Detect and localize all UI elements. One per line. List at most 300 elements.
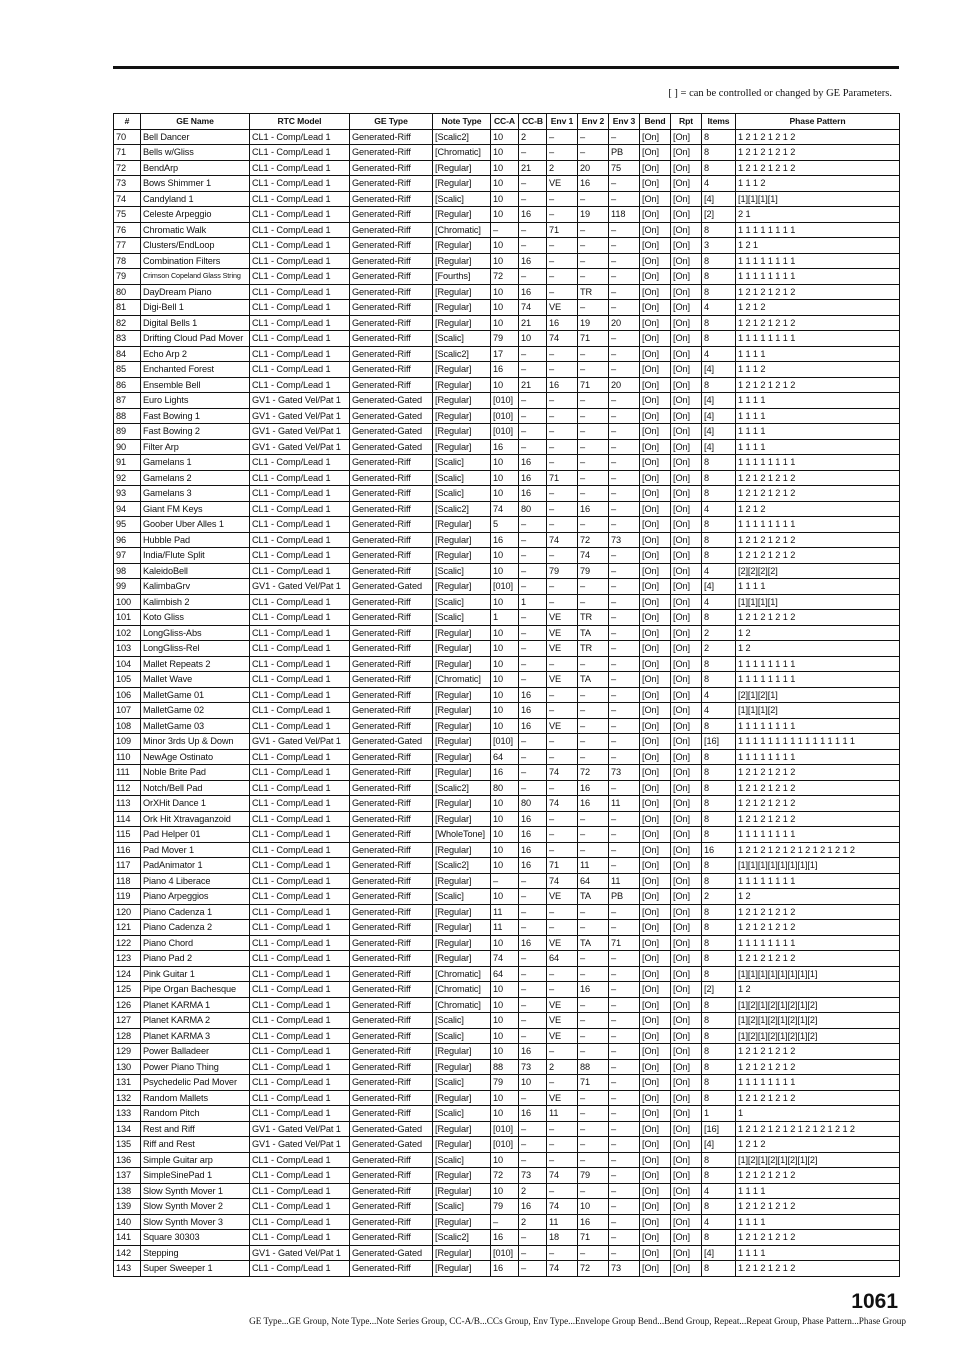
table-cell: – [609, 1028, 640, 1044]
table-row [114, 1261, 900, 1277]
table-cell: 74 [547, 532, 578, 548]
table-cell: – [547, 982, 578, 998]
table-cell: 10 [491, 796, 519, 812]
table-cell: – [578, 424, 609, 440]
table-cell: 105 [114, 672, 141, 688]
table-cell: CL1 - Comp/Lead 1 [250, 858, 350, 874]
table-cell: [Scalic2] [433, 129, 491, 145]
table-cell: – [519, 672, 547, 688]
table-cell: – [609, 362, 640, 378]
table-cell: Generated-Riff [350, 703, 433, 719]
table-cell: 11 [578, 858, 609, 874]
table-row [114, 1075, 900, 1091]
table-cell: 134 [114, 1121, 141, 1137]
table-cell: [Regular] [433, 749, 491, 765]
table-cell: [On] [640, 1152, 671, 1168]
table-cell: CL1 - Comp/Lead 1 [250, 842, 350, 858]
table-cell: MalletGame 02 [141, 703, 250, 719]
table-row [114, 377, 900, 393]
table-cell: CL1 - Comp/Lead 1 [250, 811, 350, 827]
table-cell: [On] [671, 1059, 702, 1075]
table-cell: [Regular] [433, 393, 491, 409]
table-cell: – [519, 424, 547, 440]
table-cell: GV1 - Gated Vel/Pat 1 [250, 1137, 350, 1153]
table-cell: – [609, 486, 640, 502]
table-cell: [On] [671, 1075, 702, 1091]
table-cell: Generated-Riff [350, 1168, 433, 1184]
table-cell: – [609, 253, 640, 269]
table-cell: 8 [702, 1044, 736, 1060]
table-cell: 125 [114, 982, 141, 998]
table-cell: 1 2 1 2 1 2 1 2 [736, 1168, 900, 1184]
table-cell: [2] [702, 982, 736, 998]
table-cell: Riff and Rest [141, 1137, 250, 1153]
table-row [114, 532, 900, 548]
table-cell: – [578, 842, 609, 858]
table-cell: 1 [736, 1106, 900, 1122]
table-cell: – [609, 858, 640, 874]
table-cell: [On] [640, 222, 671, 238]
table-cell: CL1 - Comp/Lead 1 [250, 827, 350, 843]
table-cell: – [578, 129, 609, 145]
table-cell: 139 [114, 1199, 141, 1215]
table-cell: 71 [578, 377, 609, 393]
table-cell: [On] [671, 904, 702, 920]
table-cell: – [578, 269, 609, 285]
table-cell: 64 [491, 966, 519, 982]
table-row [114, 780, 900, 796]
table-cell: 95 [114, 517, 141, 533]
table-cell: CL1 - Comp/Lead 1 [250, 920, 350, 936]
table-cell: – [547, 1137, 578, 1153]
table-cell: – [547, 842, 578, 858]
table-cell: – [578, 951, 609, 967]
table-cell: [Regular] [433, 811, 491, 827]
table-cell: 1 2 [736, 889, 900, 905]
table-cell: – [609, 269, 640, 285]
table-cell: [On] [671, 1214, 702, 1230]
table-cell: [On] [640, 1199, 671, 1215]
table-cell: – [519, 1013, 547, 1029]
table-cell: 8 [702, 718, 736, 734]
table-cell: 83 [114, 331, 141, 347]
table-cell: – [578, 734, 609, 750]
table-cell: 10 [491, 1028, 519, 1044]
table-cell: – [609, 1152, 640, 1168]
table-cell: – [578, 1013, 609, 1029]
table-cell: [010] [491, 408, 519, 424]
table-cell: [On] [640, 160, 671, 176]
table-cell: Generated-Riff [350, 269, 433, 285]
table-cell: Mallet Repeats 2 [141, 656, 250, 672]
table-cell: 1 2 [736, 641, 900, 657]
table-cell: CL1 - Comp/Lead 1 [250, 1090, 350, 1106]
table-cell: [Regular] [433, 160, 491, 176]
table-cell: 11 [609, 796, 640, 812]
table-cell: [Regular] [433, 377, 491, 393]
table-cell: 11 [491, 904, 519, 920]
table-cell: 71 [547, 470, 578, 486]
table-cell: [Regular] [433, 734, 491, 750]
table-cell: [On] [640, 625, 671, 641]
column-header: CC-A [491, 114, 519, 130]
table-cell: 131 [114, 1075, 141, 1091]
table-row [114, 1059, 900, 1075]
table-cell: – [609, 842, 640, 858]
table-cell: 16 [519, 935, 547, 951]
table-row [114, 579, 900, 595]
table-cell: [On] [640, 238, 671, 254]
table-cell: 93 [114, 486, 141, 502]
table-cell: 124 [114, 966, 141, 982]
table-cell: Gamelans 2 [141, 470, 250, 486]
table-cell: [On] [671, 718, 702, 734]
table-cell: CL1 - Comp/Lead 1 [250, 176, 350, 192]
table-cell: [On] [671, 408, 702, 424]
table-cell: – [609, 1199, 640, 1215]
table-cell: Generated-Riff [350, 811, 433, 827]
table-cell: Bells w/Gliss [141, 145, 250, 161]
table-cell: – [519, 563, 547, 579]
table-cell: [Regular] [433, 687, 491, 703]
table-cell: Digital Bells 1 [141, 315, 250, 331]
table-cell: 4 [702, 300, 736, 316]
table-cell: [On] [640, 1121, 671, 1137]
table-cell: 16 [519, 284, 547, 300]
table-cell: 8 [702, 1059, 736, 1075]
table-cell: – [578, 238, 609, 254]
table-cell: – [519, 734, 547, 750]
table-row [114, 129, 900, 145]
table-cell: 8 [702, 656, 736, 672]
table-cell: Generated-Riff [350, 284, 433, 300]
table-cell: 1 1 1 1 [736, 439, 900, 455]
table-cell: [Chromatic] [433, 997, 491, 1013]
table-cell: – [578, 920, 609, 936]
table-cell: [2][2][2][2] [736, 563, 900, 579]
table-cell: 10 [578, 1199, 609, 1215]
table-cell: 3 [702, 238, 736, 254]
table-cell: 8 [702, 470, 736, 486]
table-cell: 128 [114, 1028, 141, 1044]
table-cell: Gamelans 1 [141, 455, 250, 471]
table-cell: 8 [702, 377, 736, 393]
table-cell: CL1 - Comp/Lead 1 [250, 687, 350, 703]
table-cell: [On] [671, 1230, 702, 1246]
table-cell: Generated-Riff [350, 858, 433, 874]
table-cell: [On] [640, 842, 671, 858]
table-cell: [On] [640, 827, 671, 843]
table-cell: [On] [671, 486, 702, 502]
table-cell: – [519, 439, 547, 455]
table-cell: [On] [640, 486, 671, 502]
table-cell: – [609, 517, 640, 533]
table-row [114, 703, 900, 719]
table-cell: [1][1][1][1][1][1][1][1] [736, 966, 900, 982]
table-cell: 10 [491, 300, 519, 316]
table-cell: [On] [640, 889, 671, 905]
table-cell: VE [547, 641, 578, 657]
table-cell: 2 1 [736, 207, 900, 223]
table-cell: 1 1 1 1 1 1 1 1 [736, 672, 900, 688]
table-cell: 74 [547, 1261, 578, 1277]
table-cell: 1 2 1 2 1 2 1 2 [736, 796, 900, 812]
table-cell: [Regular] [433, 1137, 491, 1153]
table-cell: [On] [640, 176, 671, 192]
table-cell: [Scalic] [433, 191, 491, 207]
table-cell: [On] [671, 1199, 702, 1215]
table-cell: [Regular] [433, 238, 491, 254]
table-cell: [On] [671, 470, 702, 486]
table-cell: CL1 - Comp/Lead 1 [250, 951, 350, 967]
table-cell: 16 [519, 718, 547, 734]
table-cell: Generated-Gated [350, 439, 433, 455]
table-cell: 1 2 1 2 1 2 1 2 [736, 904, 900, 920]
table-cell: Drifting Cloud Pad Mover [141, 331, 250, 347]
table-cell: CL1 - Comp/Lead 1 [250, 238, 350, 254]
table-cell: Generated-Riff [350, 889, 433, 905]
table-cell: [On] [671, 796, 702, 812]
table-cell: Generated-Riff [350, 1013, 433, 1029]
table-cell: – [578, 1106, 609, 1122]
table-cell: – [519, 625, 547, 641]
table-cell: 10 [491, 160, 519, 176]
table-cell: 1 2 1 2 1 2 1 2 [736, 315, 900, 331]
table-cell: 1 1 1 1 [736, 1245, 900, 1261]
table-row [114, 1199, 900, 1215]
table-cell: CL1 - Comp/Lead 1 [250, 765, 350, 781]
table-cell: [On] [671, 548, 702, 564]
table-cell: 80 [519, 796, 547, 812]
table-cell: – [519, 997, 547, 1013]
table-cell: 16 [519, 253, 547, 269]
table-cell: [Scalic] [433, 331, 491, 347]
table-cell: [16] [702, 1121, 736, 1137]
table-cell: – [519, 610, 547, 626]
table-cell: – [519, 269, 547, 285]
table-cell: 1 1 1 2 [736, 362, 900, 378]
table-cell: 98 [114, 563, 141, 579]
table-cell: [1][2][1][2][1][2][1][2] [736, 997, 900, 1013]
table-row [114, 873, 900, 889]
table-cell: [On] [671, 1013, 702, 1029]
header-rule [113, 66, 899, 69]
table-row [114, 269, 900, 285]
table-cell: 74 [547, 873, 578, 889]
table-cell: [On] [671, 284, 702, 300]
table-cell: Generated-Riff [350, 377, 433, 393]
table-cell: [On] [640, 377, 671, 393]
table-cell: [On] [671, 765, 702, 781]
table-cell: Generated-Riff [350, 548, 433, 564]
table-cell: CL1 - Comp/Lead 1 [250, 1199, 350, 1215]
table-cell: – [547, 734, 578, 750]
table-cell: [Regular] [433, 873, 491, 889]
table-cell: 8 [702, 1152, 736, 1168]
table-cell: [On] [640, 734, 671, 750]
table-cell: – [519, 873, 547, 889]
table-cell: – [491, 1214, 519, 1230]
table-cell: [010] [491, 579, 519, 595]
table-cell: 87 [114, 393, 141, 409]
table-cell: CL1 - Comp/Lead 1 [250, 1152, 350, 1168]
table-cell: [On] [640, 269, 671, 285]
table-cell: 88 [491, 1059, 519, 1075]
table-cell: 10 [491, 672, 519, 688]
table-cell: [On] [640, 346, 671, 362]
table-cell: 8 [702, 1230, 736, 1246]
table-cell: – [578, 1245, 609, 1261]
table-cell: TA [578, 625, 609, 641]
table-cell: Slow Synth Mover 3 [141, 1214, 250, 1230]
table-cell: 1 1 1 1 1 1 1 1 [736, 253, 900, 269]
table-cell: 116 [114, 842, 141, 858]
table-cell: 1 1 1 1 1 1 1 1 [736, 749, 900, 765]
table-cell: 79 [491, 1075, 519, 1091]
table-cell: – [609, 904, 640, 920]
table-cell: 74 [578, 548, 609, 564]
table-cell: – [547, 191, 578, 207]
table-cell: [On] [640, 1168, 671, 1184]
table-cell: [1][1][1][2] [736, 703, 900, 719]
table-cell: [Scalic] [433, 1028, 491, 1044]
table-cell: 73 [519, 1059, 547, 1075]
table-cell: 2 [547, 160, 578, 176]
table-cell: CL1 - Comp/Lead 1 [250, 1075, 350, 1091]
table-cell: 64 [491, 749, 519, 765]
table-cell: 16 [578, 1214, 609, 1230]
table-cell: [On] [640, 470, 671, 486]
table-cell: 74 [547, 1168, 578, 1184]
table-cell: 1 1 1 1 [736, 1214, 900, 1230]
table-cell: 77 [114, 238, 141, 254]
table-cell: 1 2 [736, 982, 900, 998]
table-cell: 135 [114, 1137, 141, 1153]
table-cell: 127 [114, 1013, 141, 1029]
table-cell: 10 [491, 811, 519, 827]
table-cell: – [578, 1028, 609, 1044]
table-cell: 8 [702, 486, 736, 502]
table-cell: – [609, 703, 640, 719]
table-cell: 16 [578, 982, 609, 998]
table-cell: Slow Synth Mover 2 [141, 1199, 250, 1215]
table-cell: [Regular] [433, 579, 491, 595]
table-cell: CL1 - Comp/Lead 1 [250, 625, 350, 641]
table-cell: CL1 - Comp/Lead 1 [250, 889, 350, 905]
table-cell: – [609, 1214, 640, 1230]
table-cell: Fast Bowing 1 [141, 408, 250, 424]
table-cell: Digi-Bell 1 [141, 300, 250, 316]
table-cell: [On] [640, 920, 671, 936]
table-cell: – [609, 1106, 640, 1122]
table-cell: – [578, 408, 609, 424]
table-cell: 1 1 1 1 [736, 393, 900, 409]
table-row [114, 904, 900, 920]
table-row [114, 935, 900, 951]
table-cell: 8 [702, 532, 736, 548]
table-cell: Generated-Riff [350, 1183, 433, 1199]
table-cell: [Regular] [433, 1121, 491, 1137]
table-cell: 4 [702, 703, 736, 719]
table-cell: VE [547, 935, 578, 951]
table-cell: 79 [491, 1199, 519, 1215]
table-cell: [On] [671, 1106, 702, 1122]
table-cell: [On] [671, 253, 702, 269]
table-row [114, 1214, 900, 1230]
table-cell: [On] [671, 222, 702, 238]
table-cell: [On] [671, 331, 702, 347]
table-row [114, 594, 900, 610]
table-cell: CL1 - Comp/Lead 1 [250, 501, 350, 517]
table-cell: 8 [702, 517, 736, 533]
table-cell: [On] [640, 1090, 671, 1106]
table-cell: TA [578, 672, 609, 688]
table-cell: – [578, 393, 609, 409]
table-row [114, 222, 900, 238]
table-cell: CL1 - Comp/Lead 1 [250, 1214, 350, 1230]
table-cell: – [519, 238, 547, 254]
table-cell: Stepping [141, 1245, 250, 1261]
table-cell: Bell Dancer [141, 129, 250, 145]
table-cell: [On] [671, 951, 702, 967]
table-cell: Generated-Riff [350, 672, 433, 688]
table-cell: – [609, 1168, 640, 1184]
table-cell: – [519, 1137, 547, 1153]
table-cell: [On] [671, 207, 702, 223]
table-cell: 10 [491, 315, 519, 331]
table-cell: 1 2 1 2 1 2 1 2 [736, 1199, 900, 1215]
table-cell: CL1 - Comp/Lead 1 [250, 486, 350, 502]
table-cell: – [609, 331, 640, 347]
column-header: Rpt [671, 114, 702, 130]
table-cell: [010] [491, 424, 519, 440]
table-cell: Random Pitch [141, 1106, 250, 1122]
table-cell: 16 [547, 315, 578, 331]
table-cell: CL1 - Comp/Lead 1 [250, 548, 350, 564]
table-cell: 1 1 1 1 1 1 1 1 [736, 455, 900, 471]
table-cell: – [609, 594, 640, 610]
table-row [114, 796, 900, 812]
table-cell: 10 [491, 253, 519, 269]
table-row [114, 238, 900, 254]
table-cell: 10 [491, 687, 519, 703]
table-cell: 8 [702, 780, 736, 796]
table-cell: [On] [640, 796, 671, 812]
table-cell: [On] [640, 207, 671, 223]
table-cell: – [519, 191, 547, 207]
table-cell: – [609, 238, 640, 254]
table-cell: [On] [640, 455, 671, 471]
table-cell: [On] [671, 1121, 702, 1137]
column-header: RTC Model [250, 114, 350, 130]
table-cell: 79 [491, 331, 519, 347]
table-cell: 16 [519, 1044, 547, 1060]
table-cell: 16 [519, 207, 547, 223]
table-cell: [Scalic2] [433, 1230, 491, 1246]
table-cell: GV1 - Gated Vel/Pat 1 [250, 1121, 350, 1137]
table-cell: 10 [491, 470, 519, 486]
table-cell: – [547, 749, 578, 765]
table-cell: – [578, 687, 609, 703]
table-cell: – [609, 563, 640, 579]
table-cell: CL1 - Comp/Lead 1 [250, 966, 350, 982]
table-cell: [On] [671, 594, 702, 610]
table-cell: [Chromatic] [433, 966, 491, 982]
table-cell: CL1 - Comp/Lead 1 [250, 1028, 350, 1044]
table-cell: 8 [702, 997, 736, 1013]
table-cell: – [578, 749, 609, 765]
table-cell: – [547, 703, 578, 719]
